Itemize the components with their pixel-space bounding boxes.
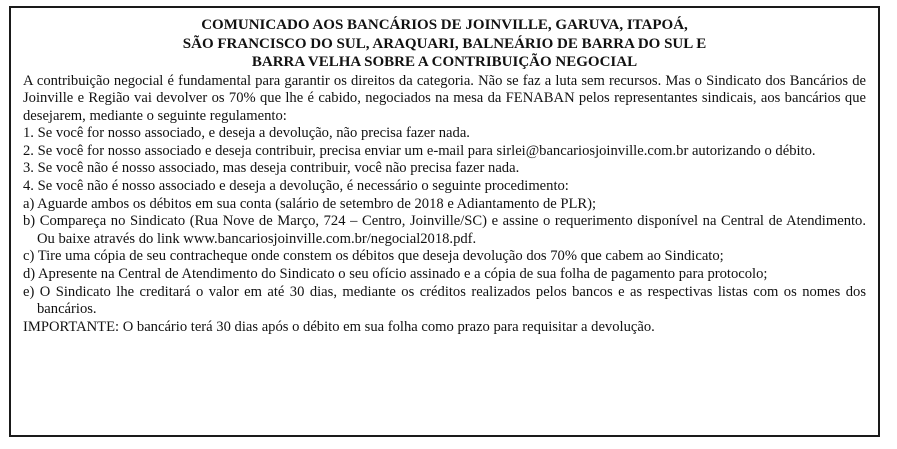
rule-2: 2. Se você for nosso associado e deseja contribuir, precisa enviar um e-mail para sirlei@bancariosjoinville.com.br autorizando o débito. <box>23 142 816 159</box>
important-note: IMPORTANTE: O bancário terá 30 dias após o débito em sua folha como prazo para requisitar a devolução. <box>23 318 655 335</box>
rule-3: 3. Se você não é nosso associado, mas deseja contribuir, você não precisa fazer nada. <box>23 160 520 177</box>
rule-4: 4. Se você não é nosso associado e deseja a devolução, é necessário o seguinte procedimento: <box>23 178 569 195</box>
notice-box <box>9 6 880 437</box>
title-line-1: COMUNICADO AOS BANCÁRIOS DE JOINVILLE, GARUVA, ITAPOÁ, <box>201 17 688 33</box>
title-line-3: BARRA VELHA SOBRE A CONTRIBUIÇÃO NEGOCIAL <box>251 54 638 70</box>
notice-body <box>23 73 866 337</box>
step-c: c) Tire uma cópia de seu contracheque onde constem os débitos que deseja devolução dos 70% que cabem ao Sindicato; <box>23 248 724 265</box>
step-b: b) Compareça no Sindicato (Rua Nove de Março, 724 – Centro, Joinville/SC) e assine o requerimento disponível na Central de Atendimento. Ou baixe através do link www.bancariosjoinville.com.br/negocial2018.pdf. <box>23 213 866 247</box>
rule-1: 1. Se você for nosso associado, e deseja a devolução, não precisa fazer nada. <box>23 125 470 142</box>
step-d: d) Apresente na Central de Atendimento do Sindicato o seu ofício assinado e a cópia de sua folha de pagamento para protocolo; <box>23 266 768 283</box>
step-e: e) O Sindicato lhe creditará o valor em até 30 dias, mediante os créditos realizados pelos bancos e as respectivas listas com os nomes dos bancários. <box>23 283 866 318</box>
intro-paragraph: A contribuição negocial é fundamental para garantir os direitos da categoria. Não se faz a luta sem recursos. Mas o Sindicato dos Bancários de Joinville e Região vai devolver os 70% que lhe é cabido, negociados na mesa da FENABAN pelos representantes sindicais, aos bancários que desejarem, mediante o seguinte regulamento: <box>23 72 866 124</box>
title-line-2: SÃO FRANCISCO DO SUL, ARAQUARI, BALNEÁRIO DE BARRA DO SUL E <box>182 35 707 52</box>
notice-title <box>23 16 866 72</box>
step-a: a) Aguarde ambos os débitos em sua conta (salário de setembro de 2018 e Adiantamento de PLR); <box>23 195 597 212</box>
